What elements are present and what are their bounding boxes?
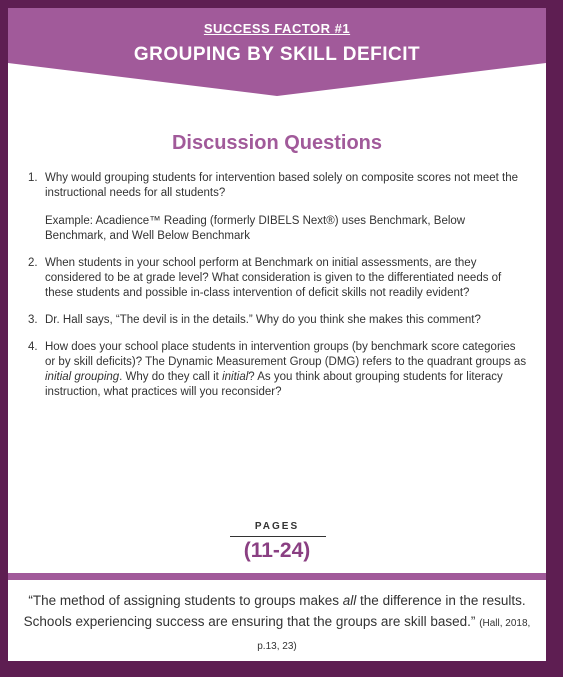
success-factor-label: SUCCESS FACTOR #1	[203, 21, 351, 36]
pages-range: (11-24)	[243, 539, 311, 562]
question-list	[28, 171, 528, 412]
content-panel	[8, 8, 546, 661]
question-number: 1.	[28, 172, 38, 184]
question-text: When students in your school perform at Benchmark on initial assessments, are they considered to be at grade level? What consideration is given to the differentiated needs of these students and possible in-class intervention of deficit skills not readily evident?	[45, 257, 502, 299]
question-item	[28, 256, 528, 301]
question-text: Dr. Hall says, “The devil is in the details.” Why do you think she makes this comment?	[45, 314, 481, 326]
pages-divider	[230, 536, 326, 537]
question-item	[28, 171, 528, 244]
quote-emphasis: all	[342, 593, 357, 608]
banner-title: GROUPING BY SKILL DEFICIT	[133, 44, 421, 65]
question-example: Example: Acadience™ Reading (formerly DIBELS Next®) uses Benchmark, Below Benchmark, and Well Below Benchmark	[45, 215, 466, 242]
quote-block	[18, 590, 536, 657]
question-emphasis: initial	[222, 371, 249, 383]
question-item	[28, 313, 528, 328]
question-text-part: ? As you think about grouping students for literacy instruction, what practices will you reconsider?	[45, 371, 503, 398]
quote-text: “The method of assigning students to groups makes	[28, 593, 343, 608]
question-item	[28, 340, 528, 400]
question-number: 3.	[28, 314, 38, 326]
pages-label: PAGES	[254, 521, 300, 532]
discussion-heading: Discussion Questions	[171, 132, 383, 154]
question-number: 4.	[28, 341, 38, 353]
question-text-part: How does your school place students in intervention groups (by benchmark score categories or by skill deficits)? The Dynamic Measurement Group (DMG) refers to the quadrant groups as	[45, 341, 527, 368]
question-text	[45, 340, 528, 400]
quote-divider	[8, 573, 546, 580]
question-number: 2.	[28, 257, 38, 269]
question-text-part: . Why do they call it	[119, 371, 223, 383]
question-emphasis: initial grouping	[45, 371, 120, 383]
question-text: Why would grouping students for intervention based solely on composite scores not meet the instructional needs for all students?	[45, 172, 519, 199]
header-banner	[8, 8, 546, 96]
quote-text: the difference in the results. Schools experiencing success are ensuring that the groups are skill based.”	[23, 593, 526, 629]
quote-citation: (Hall, 2018, p.13, 23)	[257, 618, 531, 652]
